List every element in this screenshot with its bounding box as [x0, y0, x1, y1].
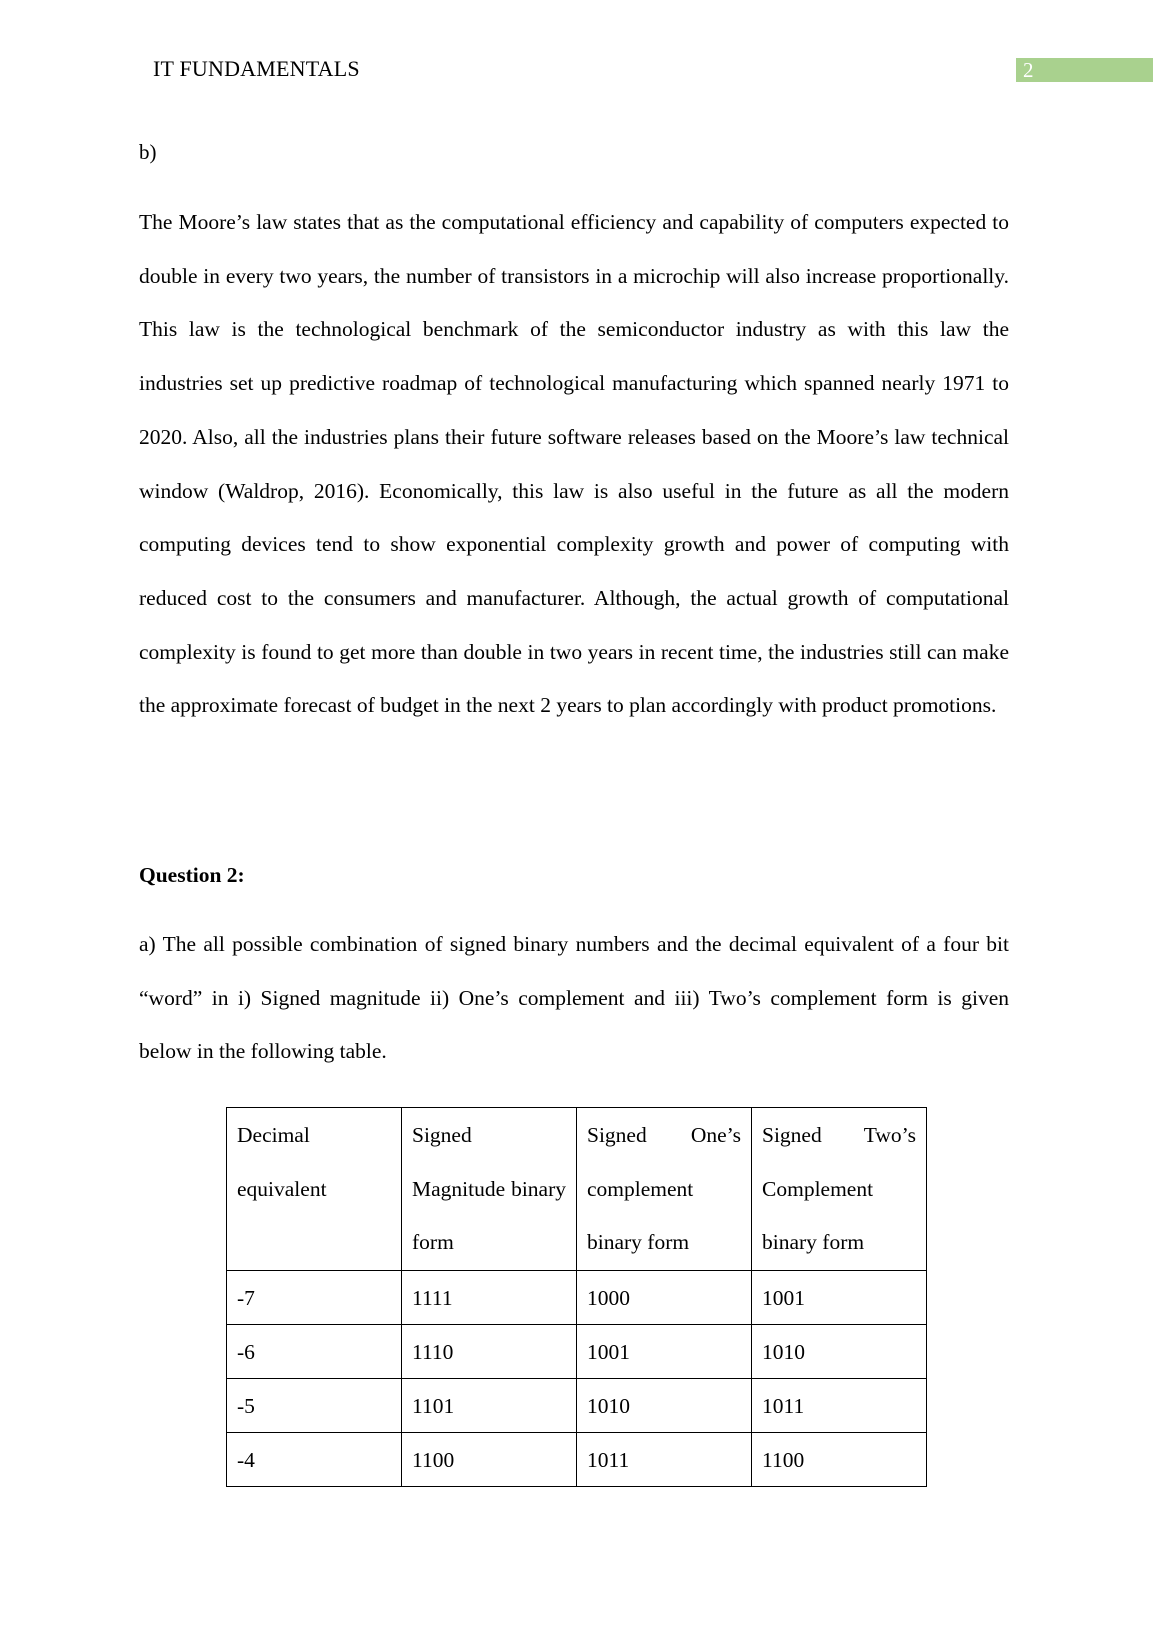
- table-row: [227, 1271, 927, 1325]
- table-row: [227, 1325, 927, 1379]
- table-cell: 1011: [577, 1433, 752, 1487]
- table-header-cell: Signed Two’s Complement binary form: [752, 1108, 927, 1271]
- table-header-cell: Decimal equivalent: [227, 1108, 402, 1271]
- running-header-title: IT FUNDAMENTALS: [153, 56, 360, 81]
- table-cell: 1100: [752, 1433, 927, 1487]
- table-cell: -7: [227, 1271, 402, 1325]
- table-cell: 1111: [402, 1271, 577, 1325]
- table-cell: -4: [227, 1433, 402, 1487]
- table-row: [227, 1379, 927, 1433]
- question-2-heading: Question 2:: [139, 863, 245, 887]
- table-row: [227, 1433, 927, 1487]
- table-cell: 1011: [752, 1379, 927, 1433]
- table-header-cell: Signed Magnitude binary form: [402, 1108, 577, 1271]
- question-2a-paragraph: a) The all possible combination of signed binary numbers and the decimal equivalent of a four bit “word” in i) Signed magnitude ii) One’s complement and iii) Two’s complement form is given below in the following table.: [139, 932, 1009, 1064]
- table-header-row: [227, 1108, 927, 1271]
- table-cell: 1001: [752, 1271, 927, 1325]
- table-cell: 1101: [402, 1379, 577, 1433]
- table-cell: 1001: [577, 1325, 752, 1379]
- page-number-badge: 2: [1016, 58, 1153, 82]
- table-header-cell: Signed One’s complement binary form: [577, 1108, 752, 1271]
- table-cell: 1000: [577, 1271, 752, 1325]
- table-cell: 1100: [402, 1433, 577, 1487]
- table-cell: -6: [227, 1325, 402, 1379]
- section-label-b: b): [139, 140, 157, 164]
- signed-binary-table: [226, 1107, 927, 1487]
- moores-law-paragraph: The Moore’s law states that as the computational efficiency and capability of computers expected to double in every two years, the number of transistors in a microchip will also increase proportionally. This law is the technological benchmark of the semiconductor industry as with this law the industries set up predictive roadmap of technological manufacturing which spanned nearly 1971 to 2020. Also, all the industries plans their future software releases based on the Moore’s law technical window (Waldrop, 2016). Economically, this law is also useful in the future as all the modern computing devices tend to show exponential complexity growth and power of computing with reduced cost to the consumers and manufacturer. Although, the actual growth of computational complexity is found to get more than double in two years in recent time, the industries still can make the approximate forecast of budget in the next 2 years to plan accordingly with product promotions.: [139, 210, 1009, 718]
- table-cell: 1010: [577, 1379, 752, 1433]
- table-cell: 1010: [752, 1325, 927, 1379]
- table-cell: -5: [227, 1379, 402, 1433]
- table-cell: 1110: [402, 1325, 577, 1379]
